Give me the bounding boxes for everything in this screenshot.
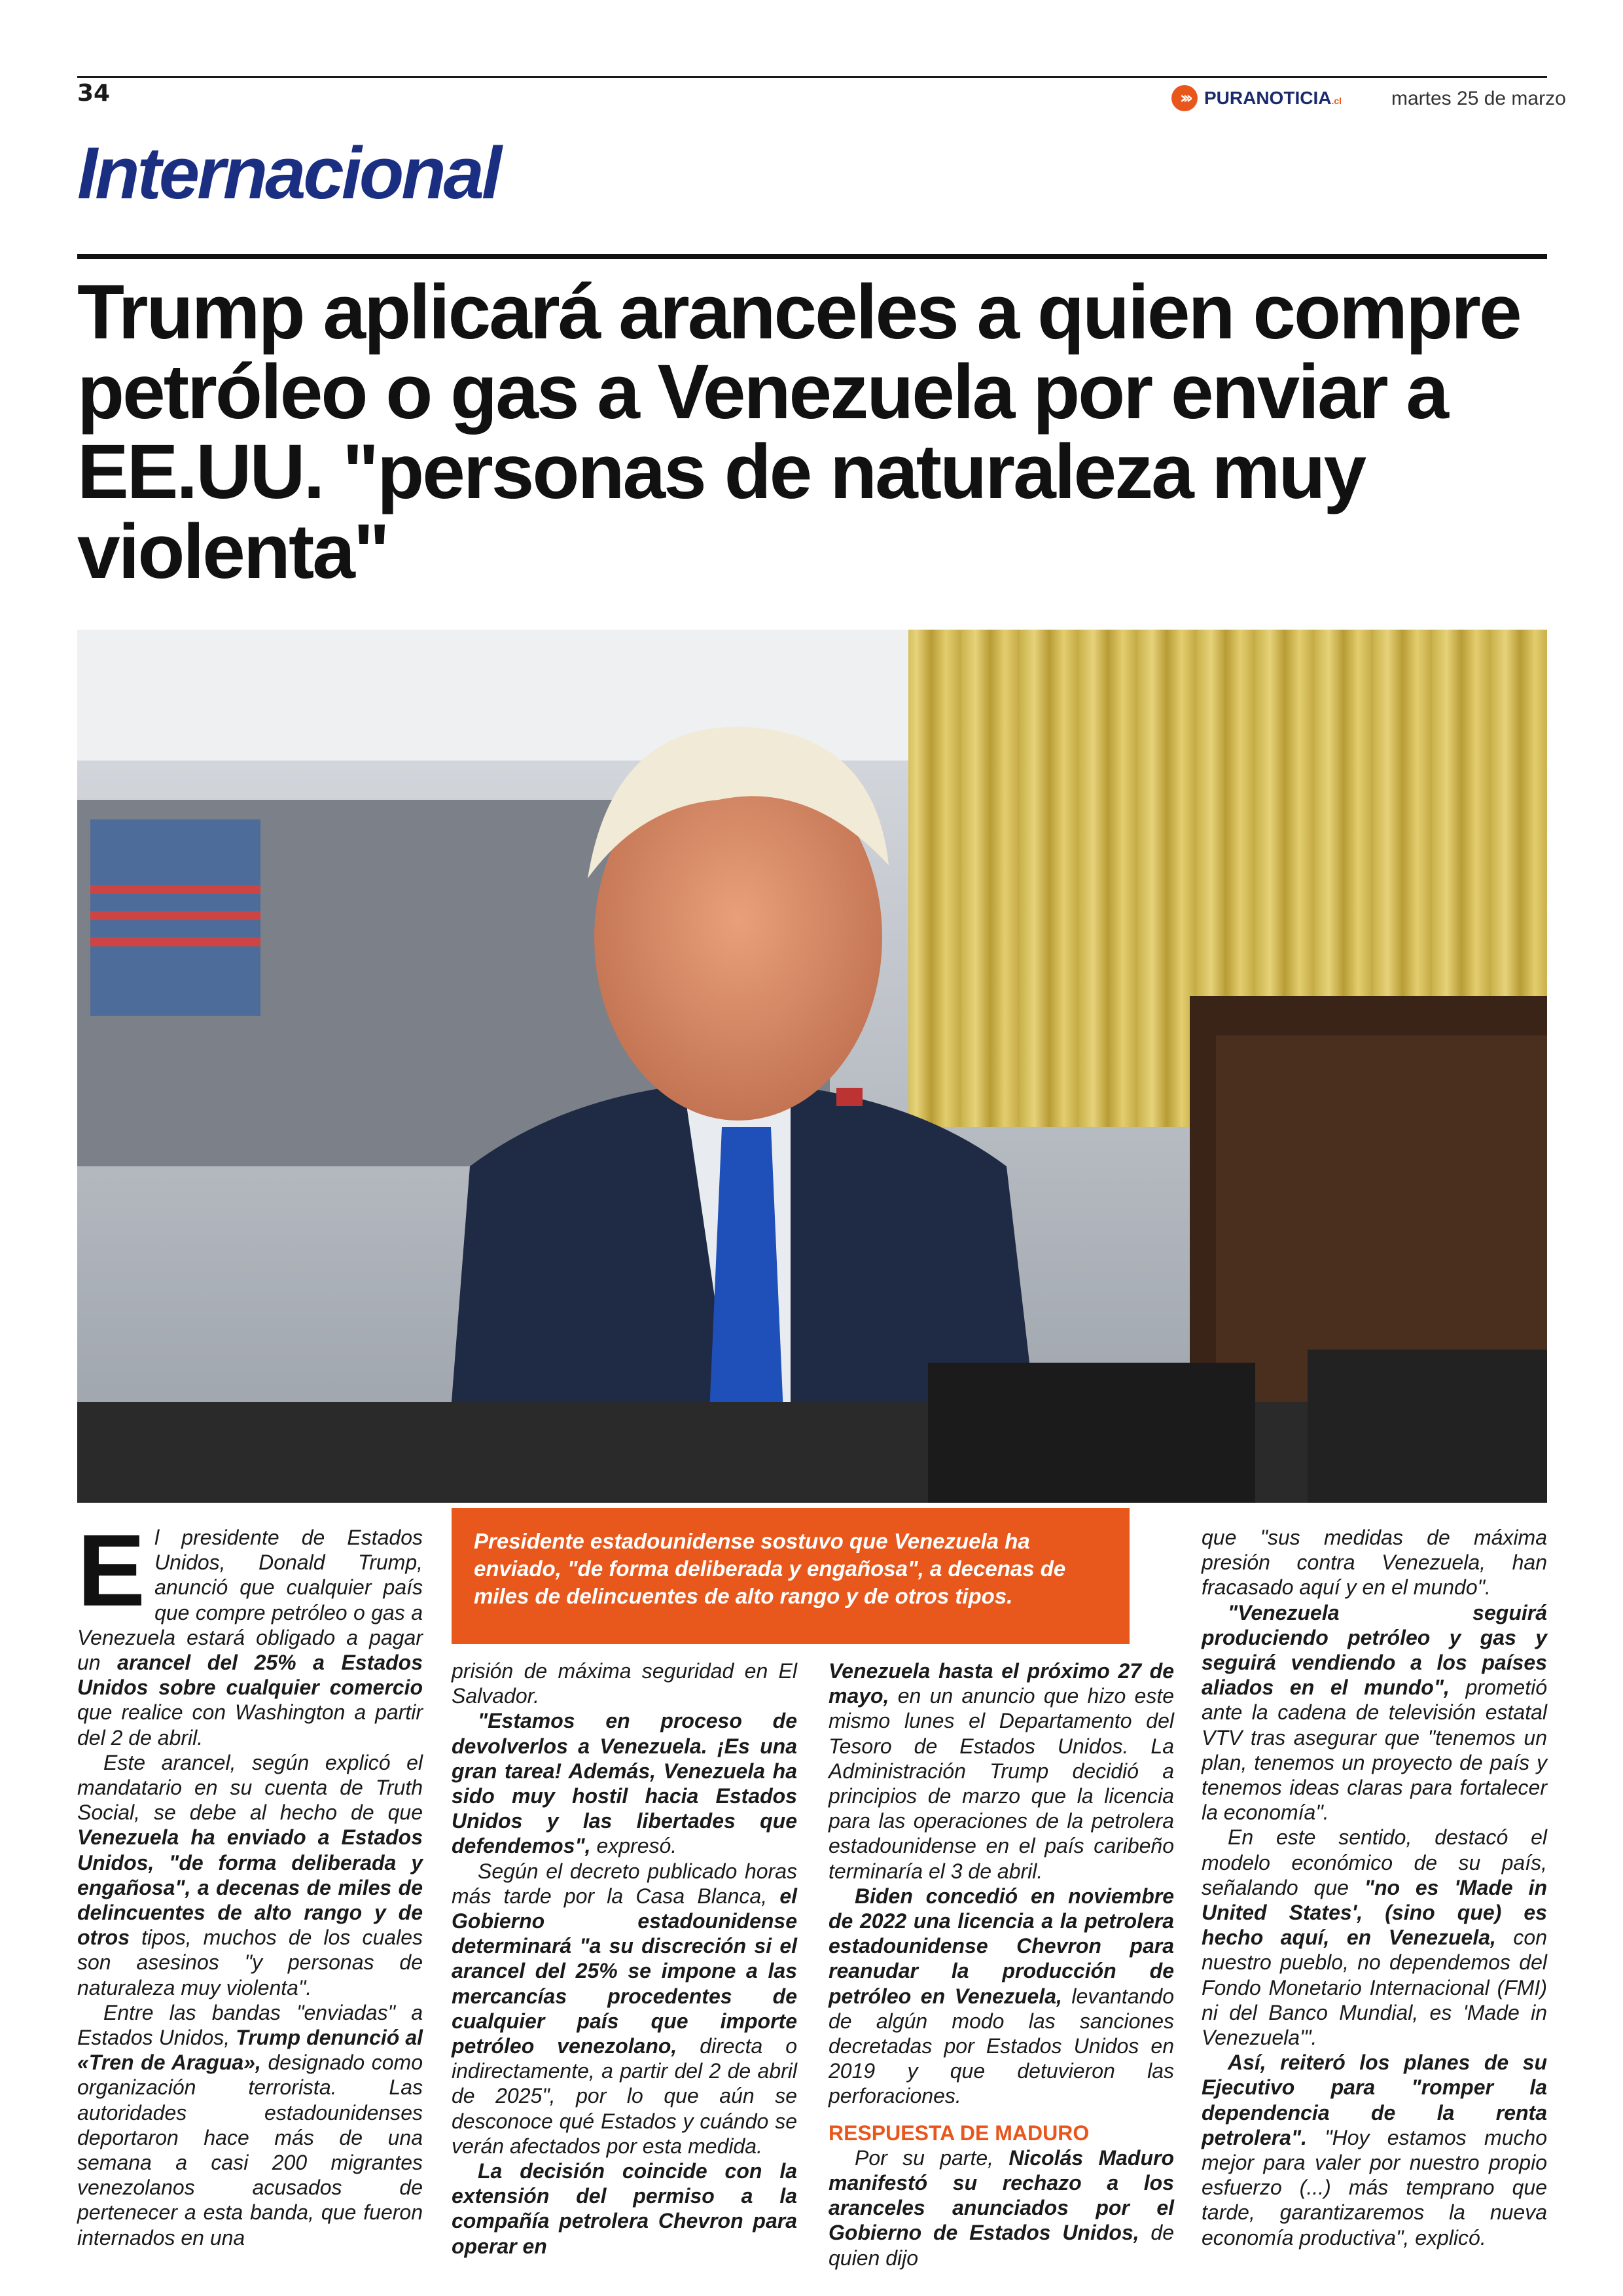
brand-name: PURANOTICIA [1204,88,1332,108]
top-rule [77,76,1547,78]
brand-logo [1171,85,1342,111]
brand-suffix: .cl [1331,96,1342,106]
paragraph: En este sentido, destacó el modelo económico de su país, señalando que "no es 'Made in United States', (sino que) es hecho aquí, en Venezuela, con nuestro pueblo, no dependemos del Fondo Monetario Internacional (FMI) ni del Banco Mundial, es 'Made in Venezuela'". [1202,1825,1547,2050]
paragraph: "Estamos en proceso de devolverlos a Venezuela. ¡Es una gran tarea! Además, Venezuela ha sido muy hostil hacia Estados Unidos y las libertades que defendemos", expresó. [452,1709,797,1858]
paragraph: l presidente de Estados Unidos, Donald Trump, anunció que cualquier país que compre petróleo o gas a Venezuela estará obligado a pagar un arancel del 25% a Estados Unidos sobre cualquier comercio que realice con Washington a partir del 2 de abril. [77,1526,423,1749]
paragraph: "Venezuela seguirá produciendo petróleo y gas y seguirá vendiendo a los países aliados en el mundo", prometió ante la cadena de televisión estatal VTV tras asegurar que "tenemos un plan, tenemos un proyecto de país y tenemos ideas claras para fortalecer la economía". [1202,1600,1547,1825]
paragraph: Según el decreto publicado horas más tarde por la Casa Blanca, el Gobierno estadounidense determinará "a su discreción si el arancel del 25% se impone a las mercancías procedentes de cualquier país que importe petróleo venezolano, directa o indirectamente, a partir del 2 de abril de 2025", por lo que aún se desconoce qué Estados y cuándo se verán afectados por esta medida. [452,1859,797,2158]
paragraph: prisión de máxima seguridad en El Salvador. [452,1659,797,1708]
issue-date: martes 25 de marzo [1391,88,1566,109]
paragraph: Venezuela hasta el próximo 27 de mayo, en un anuncio que hizo este mismo lunes el Departamento del Tesoro de Estados Unidos. La Administración Trump decidió a principios de marzo que la licencia para las operaciones de la petrolera estadounidense en el país caribeño terminaría el 3 de abril. [829,1659,1174,1883]
paragraph: que "sus medidas de máxima presión contra Venezuela, han fracasado aquí y en el mundo". [1202,1526,1547,1600]
paragraph: Biden concedió en noviembre de 2022 una licencia a la petrolera estadounidense Chevron para reanudar la producción de petróleo en Venezuela, levantando de algún modo las sanciones decretadas por Estados Unidos en 2019 y que detuvieron las perforaciones. [829,1884,1175,2108]
article-column-4 [1202,1525,1547,2250]
headline-rule [77,254,1547,259]
article-column-2 [452,1659,797,2259]
article-headline: Trump aplicará aranceles a quien compre petróleo o gas a Venezuela por enviar a EE.UU. "personas de naturaleza muy violenta" [77,269,1520,595]
paragraph: Entre las bandas "enviadas" a Estados Unidos, Trump denunció al «Tren de Aragua», designado como organización terrorista. Las autoridades estadounidenses deportaron hace más de una semana a casi 200 migrantes venezolanos acusados de pertenecer a esta banda, que fueron internados en una [77,2000,423,2250]
article-column-1 [77,1514,423,2250]
paragraph: La decisión coincide con la extensión del permiso a la compañía petrolera Chevron para operar en [452,2159,797,2258]
pull-quote-box: Presidente estadounidense sostuvo que Venezuela ha enviado, "de forma deliberada y engañosa", a decenas de miles de delincuentes de alto rango y de otros tipos. [452,1508,1130,1644]
chevrons-icon: ››› [1171,85,1198,111]
article-photo [77,630,1547,1503]
page-number: 34 [77,80,111,107]
paragraph: Por su parte, Nicolás Maduro manifestó su rechazo a los aranceles anunciados por el Gobierno de Estados Unidos, de quien dijo [829,2145,1175,2270]
drop-cap: E [77,1514,146,1628]
subheading: RESPUESTA DE MADURO [829,2121,1090,2145]
paragraph: Este arancel, según explicó el mandatario en su cuenta de Truth Social, se debe al hecho de que Venezuela ha enviado a Estados Unidos, "de forma deliberada y engañosa", a decenas de miles de delincuentes de alto rango y de otros tipos, muchos de los cuales son asesinos "y personas de naturaleza muy violenta". [77,1750,423,2000]
paragraph: Así, reiteró los planes de su Ejecutivo para "romper la dependencia de la renta petrolera". "Hoy estamos mucho mejor para valer por nuestro propio esfuerzo (...) más temprano que tarde, garantizaremos la nueva economía productiva", explicó. [1202,2051,1547,2250]
article-column-3 [829,1659,1174,2270]
section-title: Internacional [77,132,500,214]
